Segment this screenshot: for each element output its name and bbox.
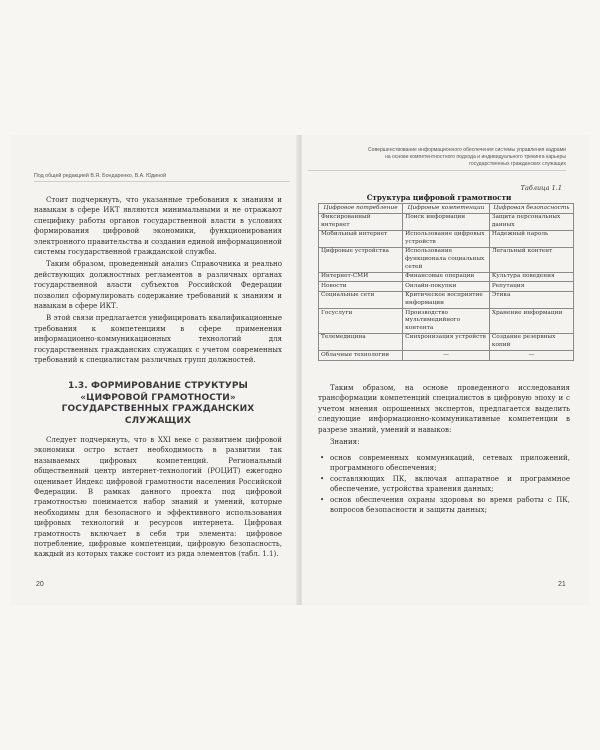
list-item-text: основ современных коммуникаций, сетевых приложений, программного обеспечения; (330, 453, 570, 473)
list-item (318, 474, 570, 495)
paragraph: Таким образом, проведенный анализ Справочника и реально действующих должностных регламентов в различных органах государственной власти субъектов Российской Федерации позволил сформулировать содержание требований к знаниям и навыкам в сфере ИКТ. (34, 259, 282, 311)
table-cell: Хранение информации (489, 309, 573, 334)
digital-literacy-table (318, 203, 574, 361)
table-cell: Госуслуги (319, 309, 403, 334)
table-cell: Критическое восприятие информации (403, 291, 490, 308)
table-cell: Синхронизация устройств (403, 333, 490, 350)
table-row (319, 291, 574, 308)
table-title: Структура цифровой грамотности (366, 193, 512, 202)
table-cell: Интернет-СМИ (319, 272, 403, 282)
right-text-block (318, 383, 570, 449)
list-item (318, 453, 570, 474)
running-head-line: Совершенствование информационного обеспечения системы управления кадрами (367, 147, 566, 153)
table-cell: — (403, 351, 490, 361)
table-cell: Онлайн-покупки (403, 282, 490, 292)
section-heading: 1.3. ФОРМИРОВАНИЕ СТРУКТУРЫ «ЦИФРОВОЙ ГРАМОТНОСТИ» ГОСУДАРСТВЕННЫХ ГРАЖДАНСКИХ СЛУЖАЩИХ (61, 381, 255, 426)
running-head-left: Под общей редакцией В.Я. Бондаренко, В.А. Юдиной (34, 173, 290, 182)
table-header-cell: Цифровые компетенции (403, 204, 490, 214)
bullet-icon: • (320, 453, 325, 462)
table-cell: Использование функционала социальных сетей (403, 247, 490, 272)
paragraph: Следует подчеркнуть, что в XXI веке с развитием цифровой экономики остро встает необходимость в развитии так называемых цифровых компетенций. Региональный общественный центр интернет-технологий (РОЦИТ) ежегодно оценивает Индекс цифровой грамотности населения Российской Федерации. В рамках данного проекта под цифровой грамотностью понимается набор знаний и умений, которые необходимы для безопасного и эффективного использования цифровых технологий и ресурсов интернета. Цифровая грамотность включает в себя три элемента: цифровое потребление, цифровые компетенции, цифровую безопасность, каждый из которых также состоит из ряда элементов (табл. 1.1). (34, 435, 282, 559)
table-cell: Репутация (489, 282, 573, 292)
table-cell: Создание резервных копий (489, 333, 573, 350)
running-head-line: государственных гражданских служащих (469, 161, 566, 167)
table-cell: Телемедицина (319, 333, 403, 350)
table-row (319, 351, 574, 361)
bullet-icon: • (320, 473, 325, 483)
table-header-cell: Цифровое потребление (319, 204, 403, 214)
page-number-left: 20 (36, 581, 44, 588)
paragraph: Таким образом, на основе проведенного исследования трансформации компетенций специалистов в цифровую эпоху и с учетом мнения опрошенных экспертов, предлагается выделить следующие информационно-коммуникативные компетенции в разрезе знаний, умений и навыков: (318, 383, 570, 434)
table-row (319, 230, 574, 247)
list-item (318, 495, 570, 516)
list-item-text: составляющих ПК, включая аппаратное и программное обеспечение, устройства хранения данных; (330, 473, 570, 494)
paragraph: В этой связи предлагается унифицировать квалификационные требования к компетенциям в сфере применения информационно-коммуникационных технологий для государственных гражданских служащих с учетом современных требований к специалистам различных групп должностей. (34, 313, 282, 365)
table-header-cell: Цифровая безопасность (489, 204, 573, 214)
left-text-block (34, 195, 282, 368)
table-header-row (319, 204, 574, 214)
table-cell: Производство мультимедийного контента (403, 309, 490, 334)
table-cell: Цифровые устройства (319, 247, 403, 272)
table-cell: Надежный пароль (489, 230, 573, 247)
list-item-text: основ обеспечения охраны здоровья во время работы с ПК, вопросов безопасности и защиты данных; (330, 494, 570, 515)
table-row (319, 213, 574, 230)
table-cell: Использование цифровых устройств (403, 230, 490, 247)
table-row (319, 272, 574, 282)
table-row (319, 333, 574, 350)
table-cell: Новости (319, 282, 403, 292)
table-row (319, 282, 574, 292)
table-cell: Этика (489, 291, 573, 308)
running-head-right (308, 147, 566, 171)
table-cell: Социальные сети (319, 291, 403, 308)
left-page (10, 135, 298, 605)
paragraph: Стоит подчеркнуть, что указанные требования к знаниям и навыкам в сфере ИКТ являются минимальными и не отражают специфику работы органов государственной власти в условиях формирования цифровой экономики, функционирования электронного правительства и создания единой информационной системы государственной гражданской службы. (34, 195, 282, 257)
knowledge-intro: Знания: (330, 437, 360, 447)
table-cell: Поиск информации (403, 213, 490, 230)
left-text-block-2 (34, 435, 282, 562)
right-page (302, 135, 590, 605)
table-label: Таблица 1.1 (520, 184, 562, 192)
knowledge-list (318, 453, 570, 515)
running-head-line: на основе компетентностного подхода и индивидуального трекинга карьеры (384, 154, 566, 160)
table-cell: Облачные технологии (319, 351, 403, 361)
table-cell: Мобильный интернет (319, 230, 403, 247)
table-row (319, 309, 574, 334)
table-cell: — (489, 351, 573, 361)
table-cell: Культура поведения (489, 272, 573, 282)
table-cell: Защита персональных данных (489, 213, 573, 230)
table-row (319, 247, 574, 272)
bullet-icon: • (320, 494, 325, 504)
table-cell: Фиксированный интернет (319, 213, 403, 230)
table-cell: Финансовые операции (403, 272, 490, 282)
table-cell: Легальный контент (489, 247, 573, 272)
page-number-right: 21 (558, 581, 566, 588)
